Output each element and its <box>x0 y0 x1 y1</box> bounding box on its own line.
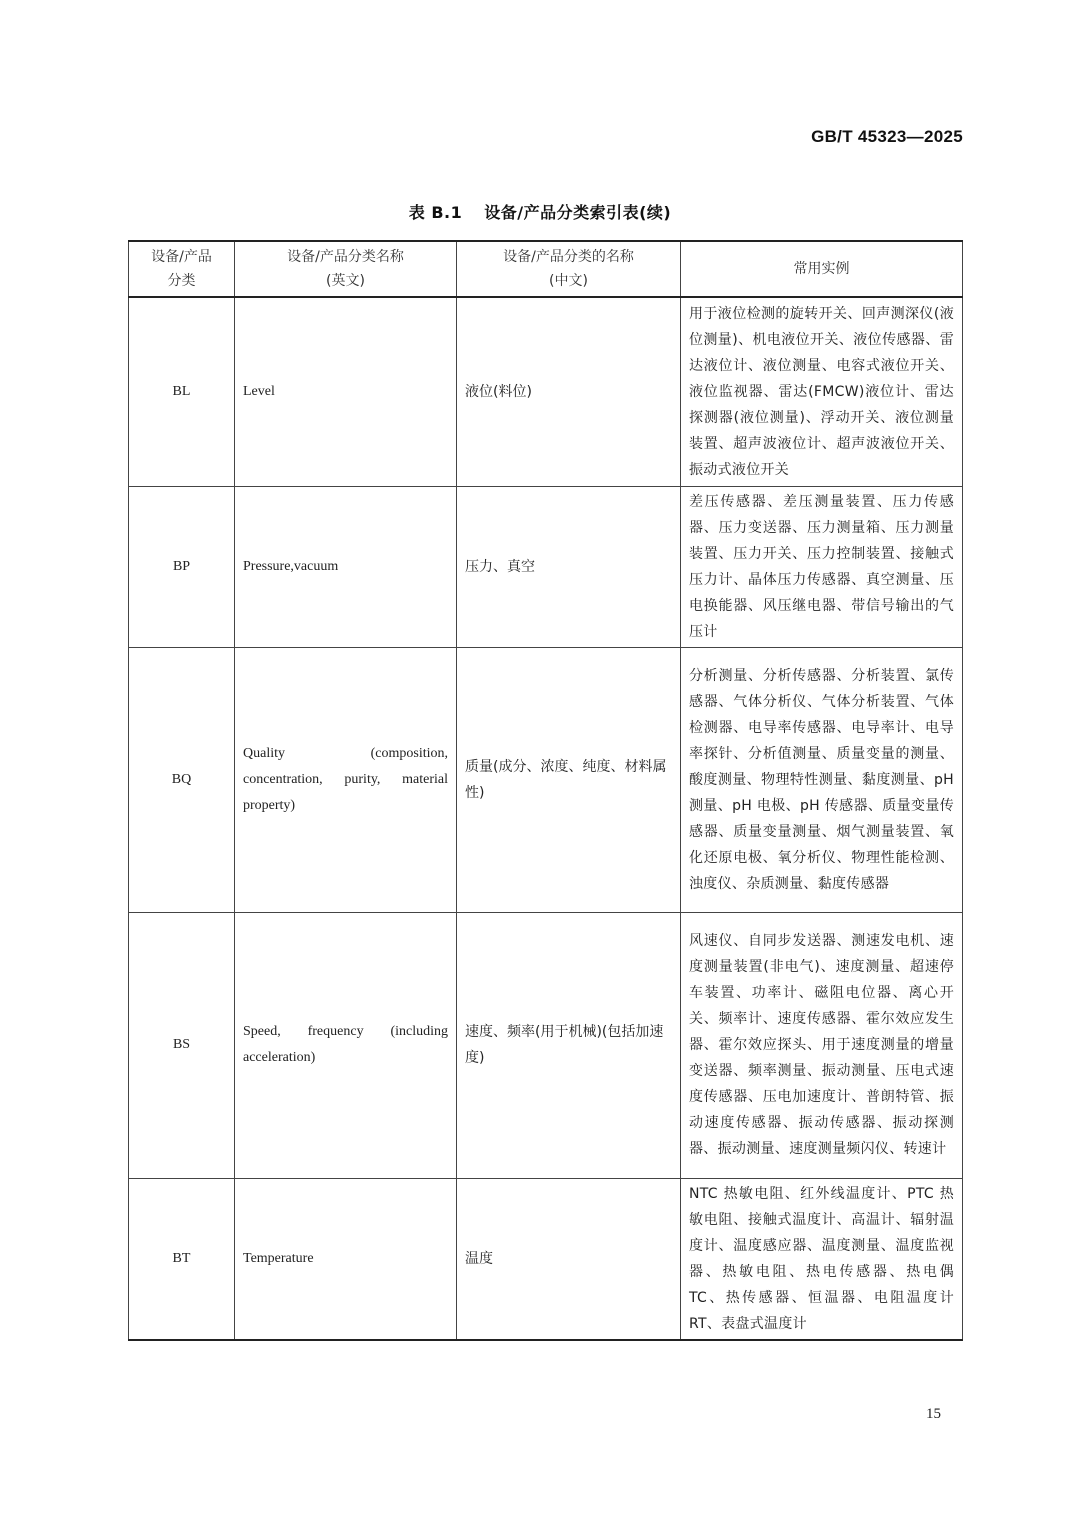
cell-en-name: Quality (composition, concentration, purity, material property) <box>235 647 457 912</box>
table-row <box>129 297 963 486</box>
cell-zh-name: 速度、频率(用于机械)(包括加速度) <box>457 912 681 1178</box>
col-header-en-line1: 设备/产品分类名称 <box>287 249 404 265</box>
col-header-zh-line2: (中文) <box>549 273 588 289</box>
cell-examples: 分析测量、分析传感器、分析装置、氯传感器、气体分析仪、气体分析装置、气体检测器、电导率传感器、电导率计、电导率探针、分析值测量、质量变量的测量、酸度测量、物理特性测量、黏度测量、pH 测量、pH 电极、pH 传感器、质量变量传感器、质量变量测量、烟气测量装置、氧化还原电极、氧分析仪、物理性能检测、浊度仪、杂质测量、黏度传感器 <box>681 647 963 912</box>
cell-examples: NTC 热敏电阻、红外线温度计、PTC 热敏电阻、接触式温度计、高温计、辐射温度计、温度感应器、温度测量、温度监视器、热敏电阻、热电传感器、热电偶 TC、热传感器、恒温器、电阻温度计 RT、表盘式温度计 <box>681 1178 963 1340</box>
col-header-code <box>129 241 235 297</box>
col-header-examples <box>681 241 963 297</box>
table-number: 表 B.1 <box>408 203 463 222</box>
col-header-zh-name <box>457 241 681 297</box>
col-header-examples-line1: 常用实例 <box>793 261 850 277</box>
col-header-zh-line1: 设备/产品分类的名称 <box>503 249 634 265</box>
table-title: 设备/产品分类索引表(续) <box>484 203 672 222</box>
table-row <box>129 1178 963 1340</box>
col-header-code-line2: 分类 <box>167 273 196 289</box>
cell-zh-name: 质量(成分、浓度、纯度、材料属性) <box>457 647 681 912</box>
col-header-en-line2: (英文) <box>326 273 365 289</box>
table-row <box>129 647 963 912</box>
table-row <box>129 486 963 647</box>
cell-zh-name: 温度 <box>457 1178 681 1340</box>
classification-index-table <box>128 240 963 1341</box>
cell-examples: 用于液位检测的旋转开关、回声测深仪(液位测量)、机电液位开关、液位传感器、雷达液位计、液位测量、电容式液位开关、液位监视器、雷达(FMCW)液位计、雷达探测器(液位测量)、浮动开关、液位测量装置、超声波液位计、超声波液位开关、振动式液位开关 <box>681 297 963 486</box>
cell-code: BS <box>129 912 235 1178</box>
cell-code: BL <box>129 297 235 486</box>
cell-code: BQ <box>129 647 235 912</box>
col-header-en-name <box>235 241 457 297</box>
col-header-code-line1: 设备/产品 <box>151 249 212 265</box>
table-caption <box>0 200 1080 223</box>
cell-code: BP <box>129 486 235 647</box>
cell-examples: 差压传感器、差压测量装置、压力传感器、压力变送器、压力测量箱、压力测量装置、压力开关、压力控制装置、接触式压力计、晶体压力传感器、真空测量、压电换能器、风压继电器、带信号输出的气压计 <box>681 486 963 647</box>
cell-en-name: Pressure,vacuum <box>235 486 457 647</box>
cell-en-name: Level <box>235 297 457 486</box>
cell-code: BT <box>129 1178 235 1340</box>
page-number: 15 <box>926 1406 941 1422</box>
cell-zh-name: 液位(料位) <box>457 297 681 486</box>
cell-zh-name: 压力、真空 <box>457 486 681 647</box>
cell-en-name: Temperature <box>235 1178 457 1340</box>
table-row <box>129 912 963 1178</box>
cell-examples: 风速仪、自同步发送器、测速发电机、速度测量装置(非电气)、速度测量、超速停车装置、功率计、磁阻电位器、离心开关、频率计、速度传感器、霍尔效应发生器、霍尔效应探头、用于速度测量的增量变送器、频率测量、振动测量、压电式速度传感器、压电加速度计、普朗特管、振动速度传感器、振动传感器、振动探测器、振动测量、速度测量频闪仪、转速计 <box>681 912 963 1178</box>
table-header-row <box>129 241 963 297</box>
cell-en-name: Speed, frequency (including acceleration) <box>235 912 457 1178</box>
document-id: GB/T 45323—2025 <box>811 127 963 146</box>
